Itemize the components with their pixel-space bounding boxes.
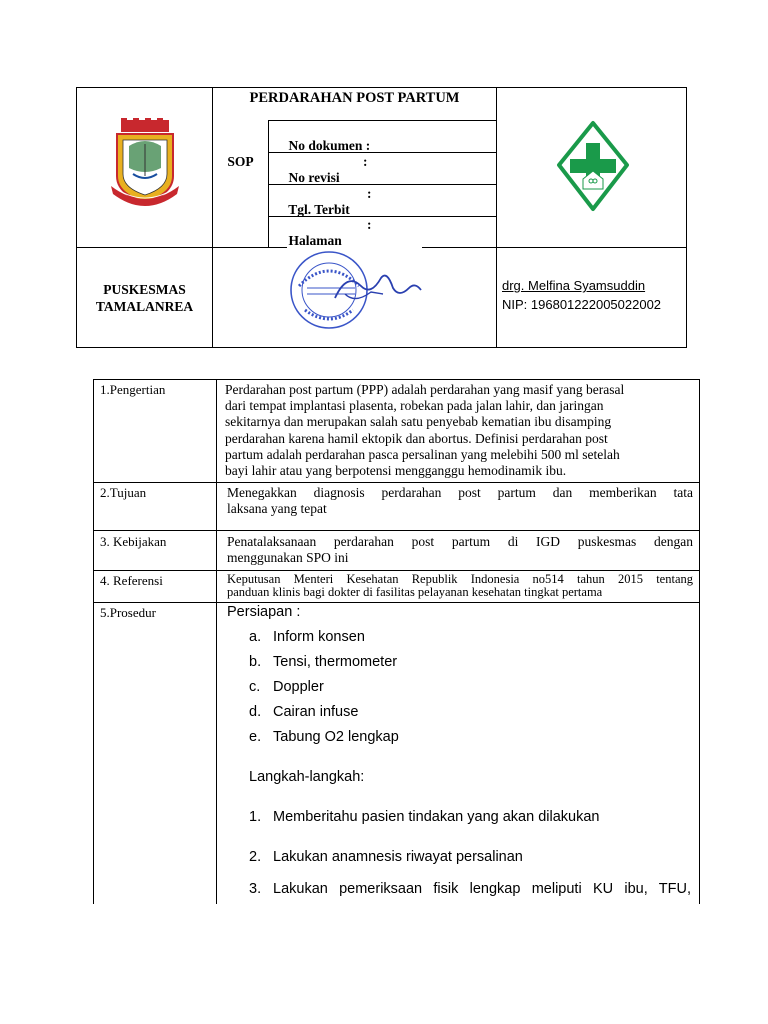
list-text: Tensi, thermometer — [273, 654, 398, 670]
institution-line-2: TAMALANREA — [95, 299, 194, 314]
persiapan-item — [249, 653, 397, 671]
persiapan-title: Persiapan : — [227, 604, 301, 620]
field-label: Halaman — [288, 233, 342, 248]
persiapan-item — [249, 728, 399, 746]
signer-nip: NIP: 196801222005022002 — [502, 297, 662, 312]
persiapan-item — [249, 628, 365, 646]
field-tgl-terbit-sep: : — [367, 186, 372, 201]
city-emblem-logo — [107, 116, 183, 216]
text-line: Penatalaksanaan perdarahan post partum di IGD puskesmas dengan — [227, 534, 693, 549]
text-line: sekitarnya dan merupakan salah satu penyebab kematian ibu disamping — [225, 414, 612, 430]
list-marker: e. — [249, 729, 262, 745]
text-line: perdarahan karena hamil ektopik dan abortus. Definisi perdarahan post — [225, 430, 608, 446]
field-separator: : — [365, 138, 371, 153]
label-pengertian: 1.Pengertian — [100, 382, 166, 397]
list-text: Lakukan anamnesis riwayat persalinan — [273, 849, 523, 865]
text-tujuan — [227, 485, 693, 517]
label-kebijakan: 3. Kebijakan — [100, 534, 167, 549]
list-marker: 1. — [249, 809, 262, 825]
text-line: menggunakan SPO ini — [227, 550, 349, 566]
field-halaman-sep: : — [367, 217, 372, 232]
sop-label: SOP — [227, 154, 254, 169]
sop-header-table — [76, 87, 687, 348]
label-tujuan: 2.Tujuan — [100, 485, 147, 500]
list-marker: 3. — [249, 881, 262, 897]
list-marker: 2. — [249, 849, 262, 865]
text-line: partum adalah perdarahan pasca persalinan yang melebihi 500 ml setelah — [225, 446, 620, 462]
list-text: Memberitahu pasien tindakan yang akan dilakukan — [273, 809, 600, 825]
text-kebijakan — [227, 534, 693, 566]
label-prosedur: 5.Prosedur — [100, 605, 156, 620]
list-marker: b. — [249, 654, 262, 670]
field-label: No dokumen — [288, 138, 363, 153]
institution-line-1: PUSKESMAS — [103, 282, 186, 297]
text-line: Perdarahan post partum (PPP) adalah perdarahan yang masif yang berasal — [225, 382, 625, 397]
text-line: Menegakkan diagnosis perdarahan post partum dan memberikan tata — [227, 485, 693, 500]
list-marker: d. — [249, 704, 262, 720]
document-title: PERDARAHAN POST PARTUM — [249, 90, 460, 106]
list-text: Tabung O2 lengkap — [273, 729, 399, 745]
text-line: dari tempat implantasi plasenta, robekan pada jalan lahir, dan jaringan — [225, 398, 604, 414]
field-no-revisi-sep: : — [363, 154, 368, 169]
official-stamp-signature — [285, 248, 425, 332]
text-referensi — [227, 573, 693, 599]
label-referensi: 4. Referensi — [100, 573, 163, 588]
list-text: Inform konsen — [273, 629, 365, 645]
text-line: Keputusan Menteri Kesehatan Republik Indonesia no514 tahun 2015 tentang — [227, 572, 693, 586]
list-text: Cairan infuse — [273, 704, 359, 720]
persiapan-item — [249, 703, 358, 721]
text-line: laksana yang tepat — [227, 501, 327, 517]
text-line: bayi lahir atau yang berpotensi mengganggu hemodinamik ibu. — [225, 463, 567, 479]
institution-name — [77, 281, 212, 315]
langkah-title: Langkah-langkah: — [249, 769, 365, 785]
text-pengertian — [225, 382, 695, 479]
list-marker: a. — [249, 629, 262, 645]
langkah-item — [249, 848, 523, 866]
text-line: panduan klinis bagi dokter di fasilitas pelayanan kesehatan tingkat pertama — [227, 585, 603, 599]
sop-content-table — [93, 379, 700, 904]
persiapan-item — [249, 678, 324, 696]
langkah-item — [249, 808, 599, 826]
list-text: Doppler — [273, 679, 324, 695]
langkah-item — [249, 880, 691, 898]
signer-name: drg. Melfina Syamsuddin — [502, 278, 646, 293]
list-text: Lakukan pemeriksaan fisik lengkap meliputi KU ibu, TFU, — [273, 881, 691, 897]
field-label: No revisi — [288, 170, 340, 185]
puskesmas-logo — [555, 119, 631, 215]
list-marker: c. — [249, 679, 261, 695]
field-label: Tgl. Terbit — [288, 202, 350, 217]
